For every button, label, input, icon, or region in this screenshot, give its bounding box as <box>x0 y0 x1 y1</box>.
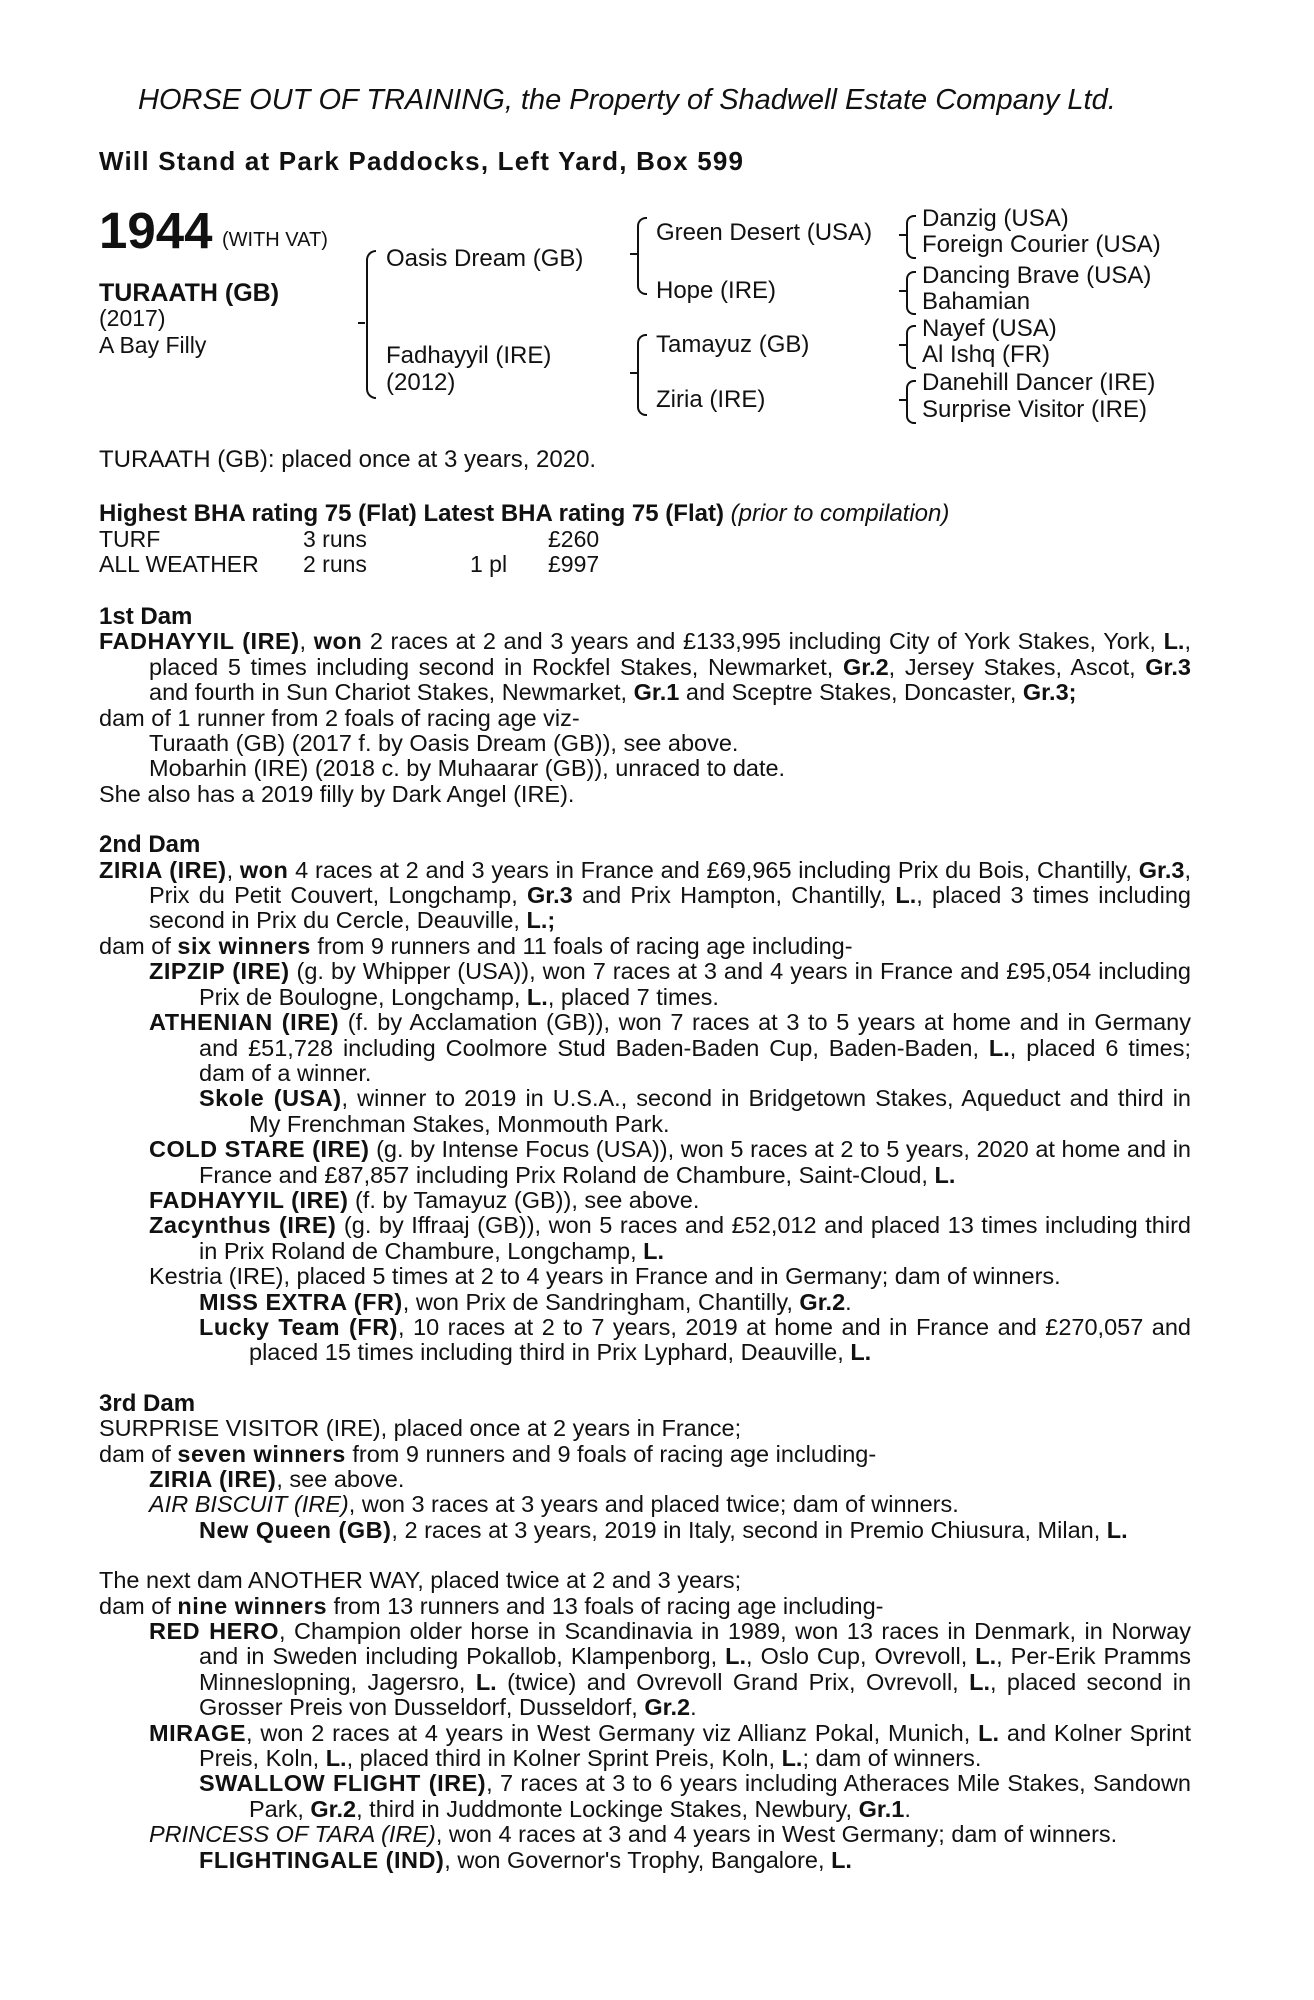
dam2-title: 2nd Dam <box>99 831 201 859</box>
pedigree-dam-sire-dam: Al Ishq (FR) <box>922 341 1051 368</box>
turf-runs: 3 runs <box>303 526 367 552</box>
pedigree-brace-sire <box>637 217 647 295</box>
pedigree-brace-dam <box>637 334 647 416</box>
lot-number: 1944 <box>99 202 213 259</box>
pedigree-brace-sd <box>906 271 916 315</box>
pedigree-dam: Fadhayyil (IRE) <box>386 342 552 369</box>
bha-ratings-text: Highest BHA rating 75 (Flat) Latest BHA rating 75 (Flat) <box>99 500 724 527</box>
produce-entry: ATHENIAN (IRE) (f. by Acclamation (GB)), won 7 races at 3 to 5 years at home and in Germany and £51,728 including Coolmore Stud Baden-Baden Cup, Baden-Baden, L., placed 6 times; dam of a winner. <box>149 1009 1192 1086</box>
sale-header-title: HORSE OUT OF TRAINING, the Property of Shadwell Estate Company Ltd. <box>138 84 1116 116</box>
dam1-produce-item: Turaath (GB) (2017 f. by Oasis Dream (GB)), see above. <box>149 730 739 757</box>
pedigree-brace-ds <box>906 325 916 369</box>
produce-entry: RED HERO, Champion older horse in Scandinavia in 1989, won 13 races in Denmark, in Norway and in Sweden including Pokallob, Klampenborg, L., Oslo Cup, Ovrevoll, L., Per-Erik Pramms Minneslopning, Jagersro, L. (twice) and Ovrevoll Grand Prix, Ovrevoll, L., placed second in Grosser Preis von Dusseldorf, Dusseldorf, Gr.2. <box>149 1618 1192 1721</box>
dam2-record: ZIRIA (IRE), won 4 races at 2 and 3 years in France and £69,965 including Prix du Bois, Chantilly, Gr.3, Prix du Petit Couvert, Longchamp, Gr.3 and Prix Hampton, Chantilly, L., placed 3 times including second in Prix du Cercle, Deauville, L.; <box>99 856 1191 934</box>
pedigree-brace-tick <box>630 372 637 374</box>
produce-entry: Lucky Team (FR), 10 races at 2 to 7 years, 2019 at home and in France and £270,057 and placed 15 times including third in Prix Lyphard, Deauville, L. <box>199 1313 1191 1366</box>
produce-entry: MISS EXTRA (FR), won Prix de Sandringham, Chantilly, Gr.2. <box>199 1288 852 1315</box>
turf-earnings: £260 <box>548 526 600 552</box>
turf-label: TURF <box>99 526 161 552</box>
produce-entry: Kestria (IRE), placed 5 times at 2 to 4 years in France and in Germany; dam of winners. <box>149 1263 1061 1290</box>
dam1-title: 1st Dam <box>99 603 193 630</box>
produce-entry: FADHAYYIL (IRE) (f. by Tamayuz (GB)), see above. <box>149 1186 700 1213</box>
pedigree-dam-dam: Ziria (IRE) <box>656 386 766 413</box>
dam3-title: 3rd Dam <box>99 1389 196 1417</box>
vat-note: (WITH VAT) <box>222 229 328 251</box>
pedigree-sire-dam-dam: Bahamian <box>922 288 1031 315</box>
produce-entry: New Queen (GB), 2 races at 3 years, 2019 in Italy, second in Premio Chiusura, Milan, L. <box>199 1516 1128 1543</box>
produce-entry: Zacynthus (IRE) (g. by Iffraaj (GB)), won 5 races and £52,012 and placed 13 times including third in Prix Roland de Chambure, Longchamp, L. <box>149 1212 1191 1264</box>
pedigree-sire-dam-sire: Dancing Brave (USA) <box>922 262 1152 289</box>
pedigree-brace-tick <box>630 253 637 255</box>
stand-location: Will Stand at Park Paddocks, Left Yard, Box 599 <box>99 146 745 176</box>
pedigree-sire: Oasis Dream (GB) <box>386 245 584 272</box>
pedigree-dam-sire: Tamayuz (GB) <box>656 331 810 358</box>
pedigree-sire-sire: Green Desert (USA) <box>656 219 873 246</box>
dam1-record: FADHAYYIL (IRE), won 2 races at 2 and 3 years and £133,995 including City of York Stakes, York, L., placed 5 times including second in Rockfel Stakes, Newmarket, Gr.2, Jersey Stakes, Ascot, Gr.3 and fourth in Sun Chariot Stakes, Newmarket, Gr.1 and Sceptre Stakes, Doncaster, Gr.3; <box>99 628 1191 706</box>
produce-entry: Skole (USA), winner to 2019 in U.S.A., second in Bridgetown Stakes, Aqueduct and third in My Frenchman Stakes, Monmouth Park. <box>199 1085 1192 1137</box>
pedigree-brace-tick <box>899 344 906 346</box>
dam1-also: She also has a 2019 filly by Dark Angel (IRE). <box>99 780 575 807</box>
pedigree-dam-dam-dam: Surprise Visitor (IRE) <box>922 396 1147 423</box>
pedigree-brace-tick <box>899 290 906 292</box>
pedigree-brace-tick <box>358 322 365 324</box>
pedigree-dam-year: (2012) <box>386 369 456 396</box>
next-dam-produce-intro: dam of nine winners from 13 runners and 13 foals of racing age including- <box>99 1592 884 1619</box>
produce-entry: MIRAGE, won 2 races at 4 years in West Germany viz Allianz Pokal, Munich, L. and Kolner Sprint Preis, Koln, L., placed third in Kolner Sprint Preis, Koln, L.; dam of winners. <box>149 1719 1191 1772</box>
aw-label: ALL WEATHER <box>99 551 259 577</box>
pedigree-brace-main <box>366 250 376 399</box>
catalogue-body <box>99 604 1191 1873</box>
produce-entry: FLIGHTINGALE (IND), won Governor's Trophy, Bangalore, L. <box>199 1846 852 1873</box>
pedigree-brace-ss <box>906 215 916 259</box>
bha-ratings <box>99 500 949 528</box>
produce-entry: COLD STARE (IRE) (g. by Intense Focus (USA)), won 5 races at 2 to 5 years, 2020 at home and in France and £87,857 including Prix Roland de Chambure, Saint-Cloud, L. <box>149 1136 1191 1188</box>
dam1-produce-item: Mobarhin (IRE) (2018 c. by Muhaarar (GB)), unraced to date. <box>149 755 786 782</box>
next-dam-record: The next dam ANOTHER WAY, placed twice at 2 and 3 years; <box>99 1567 742 1594</box>
pedigree-dam-sire-sire: Nayef (USA) <box>922 315 1057 342</box>
pedigree-brace-tick <box>899 234 906 236</box>
bha-ratings-note: (prior to compilation) <box>730 500 950 527</box>
horse-description: A Bay Filly <box>99 332 207 358</box>
pedigree-brace-dd <box>906 380 916 424</box>
pedigree-sire-dam: Hope (IRE) <box>656 277 777 304</box>
dam1-produce-intro: dam of 1 runner from 2 foals of racing age viz- <box>99 704 580 731</box>
produce-entry: AIR BISCUIT (IRE), won 3 races at 3 years and placed twice; dam of winners. <box>149 1491 959 1518</box>
dam3-produce-intro: dam of seven winners from 9 runners and 9 foals of racing age including- <box>99 1440 877 1467</box>
foaling-year: (2017) <box>99 305 166 331</box>
produce-entry: ZIPZIP (IRE) (g. by Whipper (USA)), won 7 races at 3 and 4 years in France and £95,054 including Prix de Boulogne, Longchamp, L., placed 7 times. <box>149 958 1191 1010</box>
pedigree-brace-tick <box>899 399 906 401</box>
produce-entry: PRINCESS OF TARA (IRE), won 4 races at 3 and 4 years in West Germany; dam of winners. <box>149 1821 1118 1848</box>
pedigree-sire-sire-dam: Foreign Courier (USA) <box>922 231 1161 258</box>
produce-entry: SWALLOW FLIGHT (IRE), 7 races at 3 to 6 years including Atheraces Mile Stakes, Sandown Park, Gr.2, third in Juddmonte Lockinge Stakes, Newbury, Gr.1. <box>199 1770 1191 1822</box>
aw-earnings: £997 <box>548 551 600 577</box>
dam3-record: SURPRISE VISITOR (IRE), placed once at 2 years in France; <box>99 1415 742 1442</box>
horse-name: TURAATH (GB) <box>99 279 280 307</box>
pedigree-dam-dam-sire: Danehill Dancer (IRE) <box>922 369 1156 396</box>
dam2-produce-intro: dam of six winners from 9 runners and 11 foals of racing age including- <box>99 932 853 959</box>
aw-runs: 2 runs <box>303 551 367 577</box>
aw-placed: 1 pl <box>470 551 508 577</box>
produce-entry: ZIRIA (IRE), see above. <box>149 1466 405 1492</box>
pedigree-sire-sire-sire: Danzig (USA) <box>922 205 1069 232</box>
race-summary: TURAATH (GB): placed once at 3 years, 2020. <box>99 446 597 473</box>
